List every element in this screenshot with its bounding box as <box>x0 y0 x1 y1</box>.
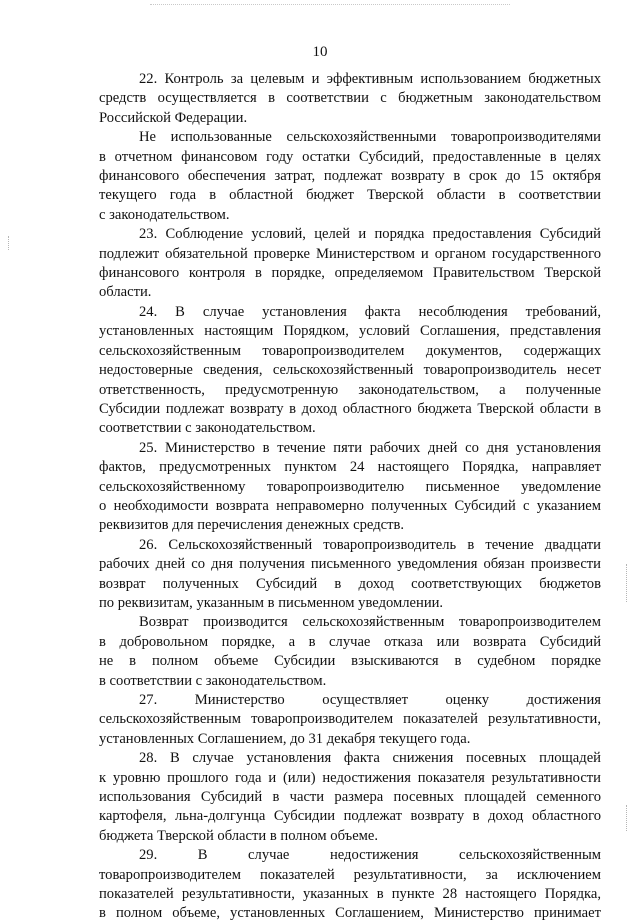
text-line: Субсидии подлежат возврату в доход областного бюджета Тверской области в <box>99 400 601 417</box>
scan-artifact-dots <box>150 4 510 6</box>
text-line: в добровольном порядке, а в случае отказа или возврата Субсидий <box>99 633 601 650</box>
paragraph <box>99 128 601 225</box>
paragraph <box>99 536 601 614</box>
text-line: Возврат производится сельскохозяйственным товаропроизводителем <box>139 614 601 631</box>
text-line: ответственность, предусмотренную законодательством, а полученные <box>99 381 601 398</box>
text-line: рабочих дней со дня получения письменного уведомления обязан произвести <box>99 556 601 573</box>
paragraph <box>99 613 601 691</box>
text-line: средств осуществляется в соответствии с бюджетным законодательством <box>99 90 601 107</box>
paragraph <box>99 846 601 924</box>
paragraph <box>99 70 601 128</box>
text-line: бюджета Тверской области в полном объеме. <box>99 827 379 844</box>
text-line: фактов, предусмотренных пунктом 24 настоящего Порядка, направляет <box>99 459 601 476</box>
text-line: картофеля, льна-долгунца Субсидии подлежат возврату в доход областного <box>99 808 601 825</box>
text-line: сельскохозяйственным товаропроизводителем показателей результативности, <box>99 711 601 728</box>
text-line: области. <box>99 284 152 301</box>
text-line: финансового контроля в порядке, определяемом Правительством Тверской <box>99 265 601 282</box>
paragraph <box>99 691 601 749</box>
text-line: реквизитов для перечисления денежных средств. <box>99 517 405 534</box>
text-line: установленных настоящим Порядком, условий Соглашения, представления <box>99 323 601 340</box>
text-line: в полном объеме, установленных Соглашением, Министерство принимает <box>99 905 601 922</box>
text-line: не в полном объеме Субсидии взыскиваются в судебном порядке <box>99 653 601 670</box>
text-line: 24. В случае установления факта несоблюдения требований, <box>139 303 601 320</box>
text-line: 27. Министерство осуществляет оценку достижения <box>139 692 601 708</box>
text-line: к уровню прошлого года и (или) недостижения показателя результативности <box>99 769 601 786</box>
text-line: возврат полученных Субсидий в доход соответствующих бюджетов <box>99 575 601 592</box>
right-margin-mark <box>626 564 628 602</box>
text-line: в соответствии с законодательством. <box>99 672 327 689</box>
text-line: по реквизитам, указанным в письменном уведомлении. <box>99 594 444 611</box>
text-line: 26. Сельскохозяйственный товаропроизводитель в течение двадцати <box>139 536 601 553</box>
paragraph <box>99 439 601 536</box>
text-line: 22. Контроль за целевым и эффективным использованием бюджетных <box>139 71 601 87</box>
text-line: с законодательством. <box>99 206 230 223</box>
paragraph <box>99 225 601 303</box>
text-line: 23. Соблюдение условий, целей и порядка предоставления Субсидий <box>139 226 601 243</box>
text-line: соответствии с законодательством. <box>99 420 316 437</box>
text-line: сельскохозяйственным товаропроизводителем документов, содержащих <box>99 342 601 359</box>
paragraph <box>99 749 601 846</box>
text-line: подлежит обязательной проверке Министерством и органом государственного <box>99 245 601 262</box>
text-line: сельскохозяйственному товаропроизводителю письменное уведомление <box>99 478 601 495</box>
text-line: о необходимости возврата неправомерно полученных Субсидий с указанием <box>99 497 601 514</box>
text-line: Не использованные сельскохозяйственными товаропроизводителями <box>139 129 601 146</box>
text-line: 29. В случае недостижения сельскохозяйственным <box>139 847 601 864</box>
left-margin-mark <box>8 236 10 250</box>
text-line: 25. Министерство в течение пяти рабочих дней со дня установления <box>139 439 601 456</box>
text-line: Российской Федерации. <box>99 109 248 126</box>
text-line: показателей результативности, указанных в пункте 28 настоящего Порядка, <box>99 886 601 903</box>
text-line: установленных Соглашением, до 31 декабря текущего года. <box>99 730 471 747</box>
page-number: 10 <box>312 44 328 60</box>
document-body <box>99 70 601 924</box>
text-line: текущего года в областной бюджет Тверской области в соответствии <box>99 187 601 204</box>
text-line: в отчетном финансовом году остатки Субсидий, предоставленные в целях <box>99 148 601 165</box>
text-line: финансового обеспечения затрат, подлежат возврату в срок до 15 октября <box>99 168 601 185</box>
paragraph <box>99 303 601 439</box>
text-line: использования Субсидий в части размера посевных площадей семенного <box>99 789 601 806</box>
text-line: недостоверные сведения, сельскохозяйственный товаропроизводитель несет <box>99 362 601 379</box>
right-margin-mark-2 <box>626 805 628 831</box>
text-line: 28. В случае установления факта снижения посевных площадей <box>139 750 601 767</box>
text-line: товаропроизводителем показателей результативности, за исключением <box>99 866 601 883</box>
